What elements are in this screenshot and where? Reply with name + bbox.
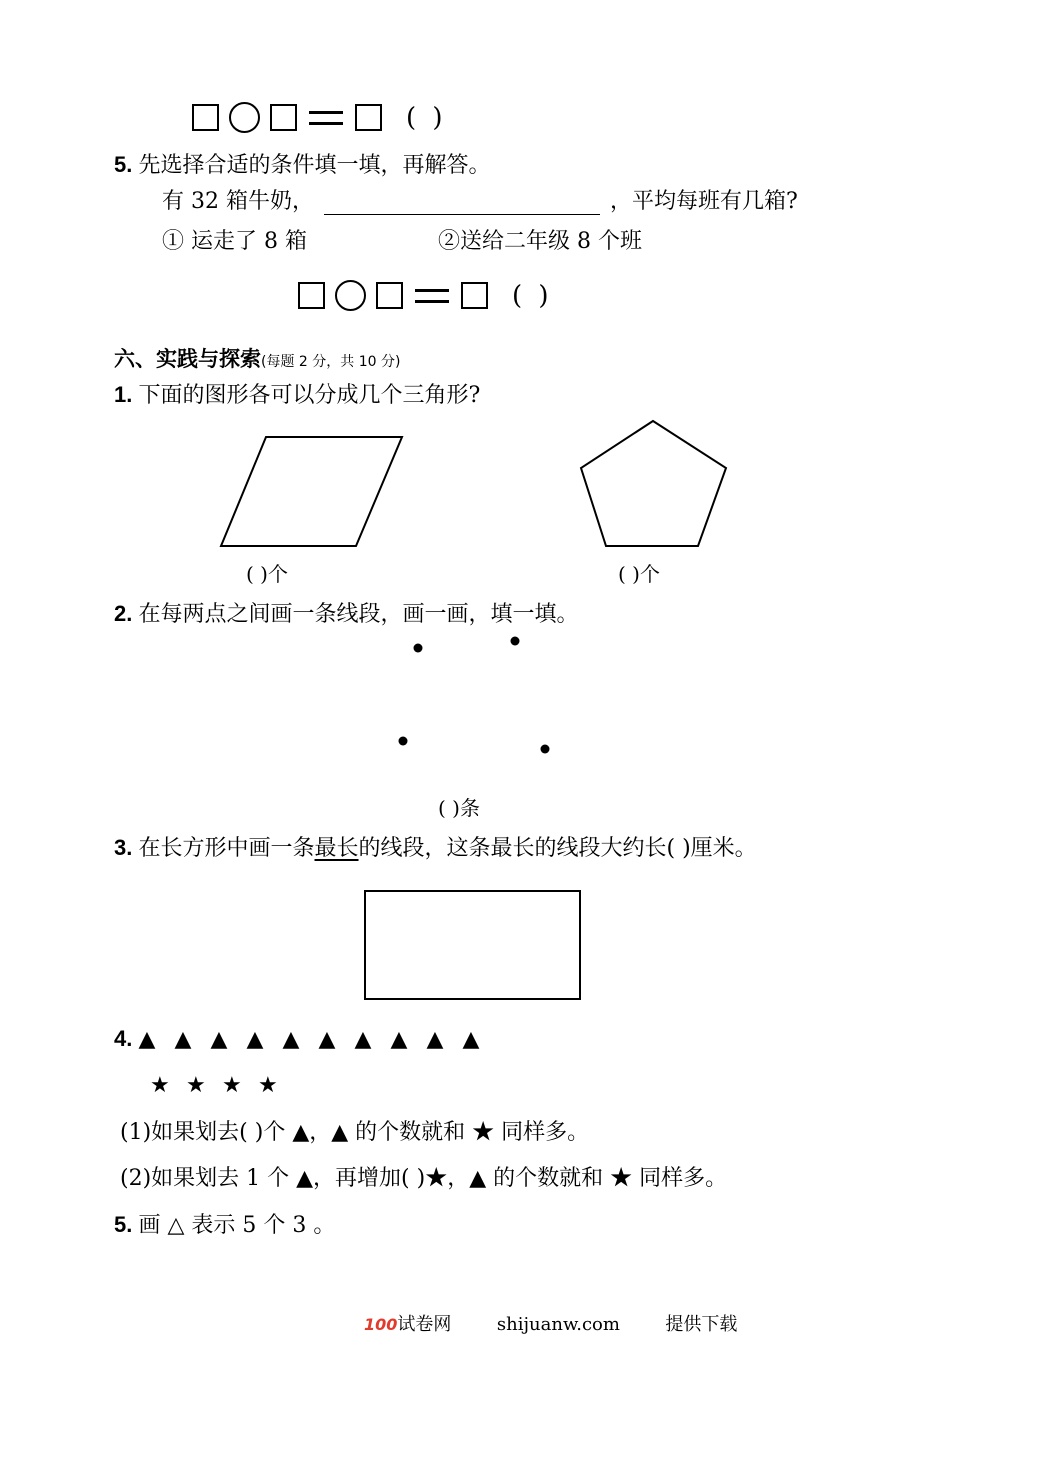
point-top-right	[511, 637, 520, 646]
triangle-glyph: ▲	[354, 1027, 372, 1052]
footer	[364, 1310, 737, 1336]
p3-question: 3. 在长方形中画一条最长的线段，这条最长的线段大约长( )厘米。	[114, 835, 757, 861]
pentagon-figure	[576, 417, 732, 552]
star-glyph: ★	[222, 1073, 242, 1098]
square-blank-2	[270, 104, 297, 131]
p5-number: 5	[114, 1212, 127, 1237]
p1-number: 1	[114, 382, 127, 407]
p1-answer-right: ( )个	[618, 562, 660, 586]
triangle-glyph: ▲	[462, 1027, 480, 1052]
p4-sub2: (2)如果划去 1 个 ▲，再增加( )★，▲ 的个数就和 ★ 同样多。	[120, 1166, 728, 1191]
p3-text-a: 在长方形中画一条	[138, 836, 315, 861]
site-name: 试卷网	[397, 1314, 452, 1335]
site-logo: 100	[364, 1315, 398, 1334]
rectangle-figure	[364, 890, 581, 1000]
p1-answer-left: ( )个	[246, 562, 288, 586]
operator-circle	[229, 102, 260, 133]
p4-sub1: (1)如果划去( )个 ▲，▲ 的个数就和 ★ 同样多。	[120, 1120, 590, 1145]
point-top-left	[414, 644, 423, 653]
unit-paren: ( )	[512, 280, 553, 311]
square-blank-1	[298, 282, 325, 309]
triangle-glyph: ▲	[246, 1027, 264, 1052]
q5-title-line: 5. 先选择合适的条件填一填，再解答。	[114, 152, 491, 178]
triangle-glyph: ▲	[210, 1027, 228, 1052]
top-equation	[192, 102, 447, 133]
p2-answer: ( )条	[438, 796, 480, 820]
q5-stem-before: 有 32 箱牛奶，	[162, 189, 314, 214]
p5-question: 5. 画 △ 表示 5 个 3 。	[114, 1212, 336, 1238]
p1-question: 1. 下面的图形各可以分成几个三角形?	[114, 382, 481, 408]
p1-text: 下面的图形各可以分成几个三角形?	[138, 383, 481, 408]
p2-number: 2	[114, 601, 127, 626]
q5-title: 先选择合适的条件填一填，再解答。	[138, 153, 491, 178]
point-bottom-right	[541, 745, 550, 754]
q5-stem-after: ，平均每班有几箱?	[609, 189, 798, 214]
section-6-heading	[114, 343, 400, 373]
q5-option-1: ① 运走了 8 箱	[162, 229, 307, 254]
q5-fill-blank[interactable]	[324, 194, 600, 215]
footer-tail: 提供下载	[665, 1314, 738, 1335]
p3-underlined-word: 最长	[314, 836, 359, 861]
star-glyph: ★	[150, 1073, 170, 1098]
unit-paren: ( )	[406, 102, 447, 133]
triangle-glyph: ▲	[318, 1027, 336, 1052]
q5-stem	[162, 189, 798, 215]
triangle-glyph: ▲	[390, 1027, 408, 1052]
square-result	[355, 104, 382, 131]
equals-sign	[309, 111, 343, 125]
star-glyph: ★	[186, 1073, 206, 1098]
q5-number: 5	[114, 152, 127, 177]
triangle-glyph: ▲	[282, 1027, 300, 1052]
triangle-glyph: ▲	[174, 1027, 192, 1052]
triangle-glyph: ▲	[138, 1027, 156, 1052]
section-6-title: 六、实践与探索	[114, 347, 261, 371]
star-glyph: ★	[258, 1073, 278, 1098]
point-bottom-left	[399, 737, 408, 746]
p4-stars-line	[150, 1073, 294, 1099]
operator-circle	[335, 280, 366, 311]
p4-triangles-line: 4. ▲ ▲ ▲ ▲ ▲ ▲ ▲ ▲ ▲ ▲	[114, 1026, 498, 1053]
p4-number: 4	[114, 1026, 127, 1051]
square-blank-1	[192, 104, 219, 131]
p5-text: 画 △ 表示 5 个 3 。	[138, 1213, 336, 1238]
equals-sign	[415, 289, 449, 303]
p3-number: 3	[114, 835, 127, 860]
triangle-row	[138, 1027, 498, 1052]
q5-option-2: ②送给二年级 8 个班	[438, 229, 642, 254]
parallelogram-figure	[216, 432, 408, 550]
p2-text: 在每两点之间画一条线段，画一画，填一填。	[138, 602, 579, 627]
star-row	[150, 1073, 294, 1098]
site-url[interactable]: shijuanw.com	[496, 1314, 620, 1335]
p2-question: 2. 在每两点之间画一条线段，画一画，填一填。	[114, 601, 579, 627]
square-result	[461, 282, 488, 309]
triangle-glyph: ▲	[426, 1027, 444, 1052]
square-blank-2	[376, 282, 403, 309]
four-points-figure	[390, 630, 560, 760]
section-6-note: (每题 2 分，共 10 分)	[261, 354, 401, 370]
p3-text-b: 的线段，这条最长的线段大约长( )厘米。	[358, 836, 757, 861]
q5-equation	[298, 280, 553, 311]
